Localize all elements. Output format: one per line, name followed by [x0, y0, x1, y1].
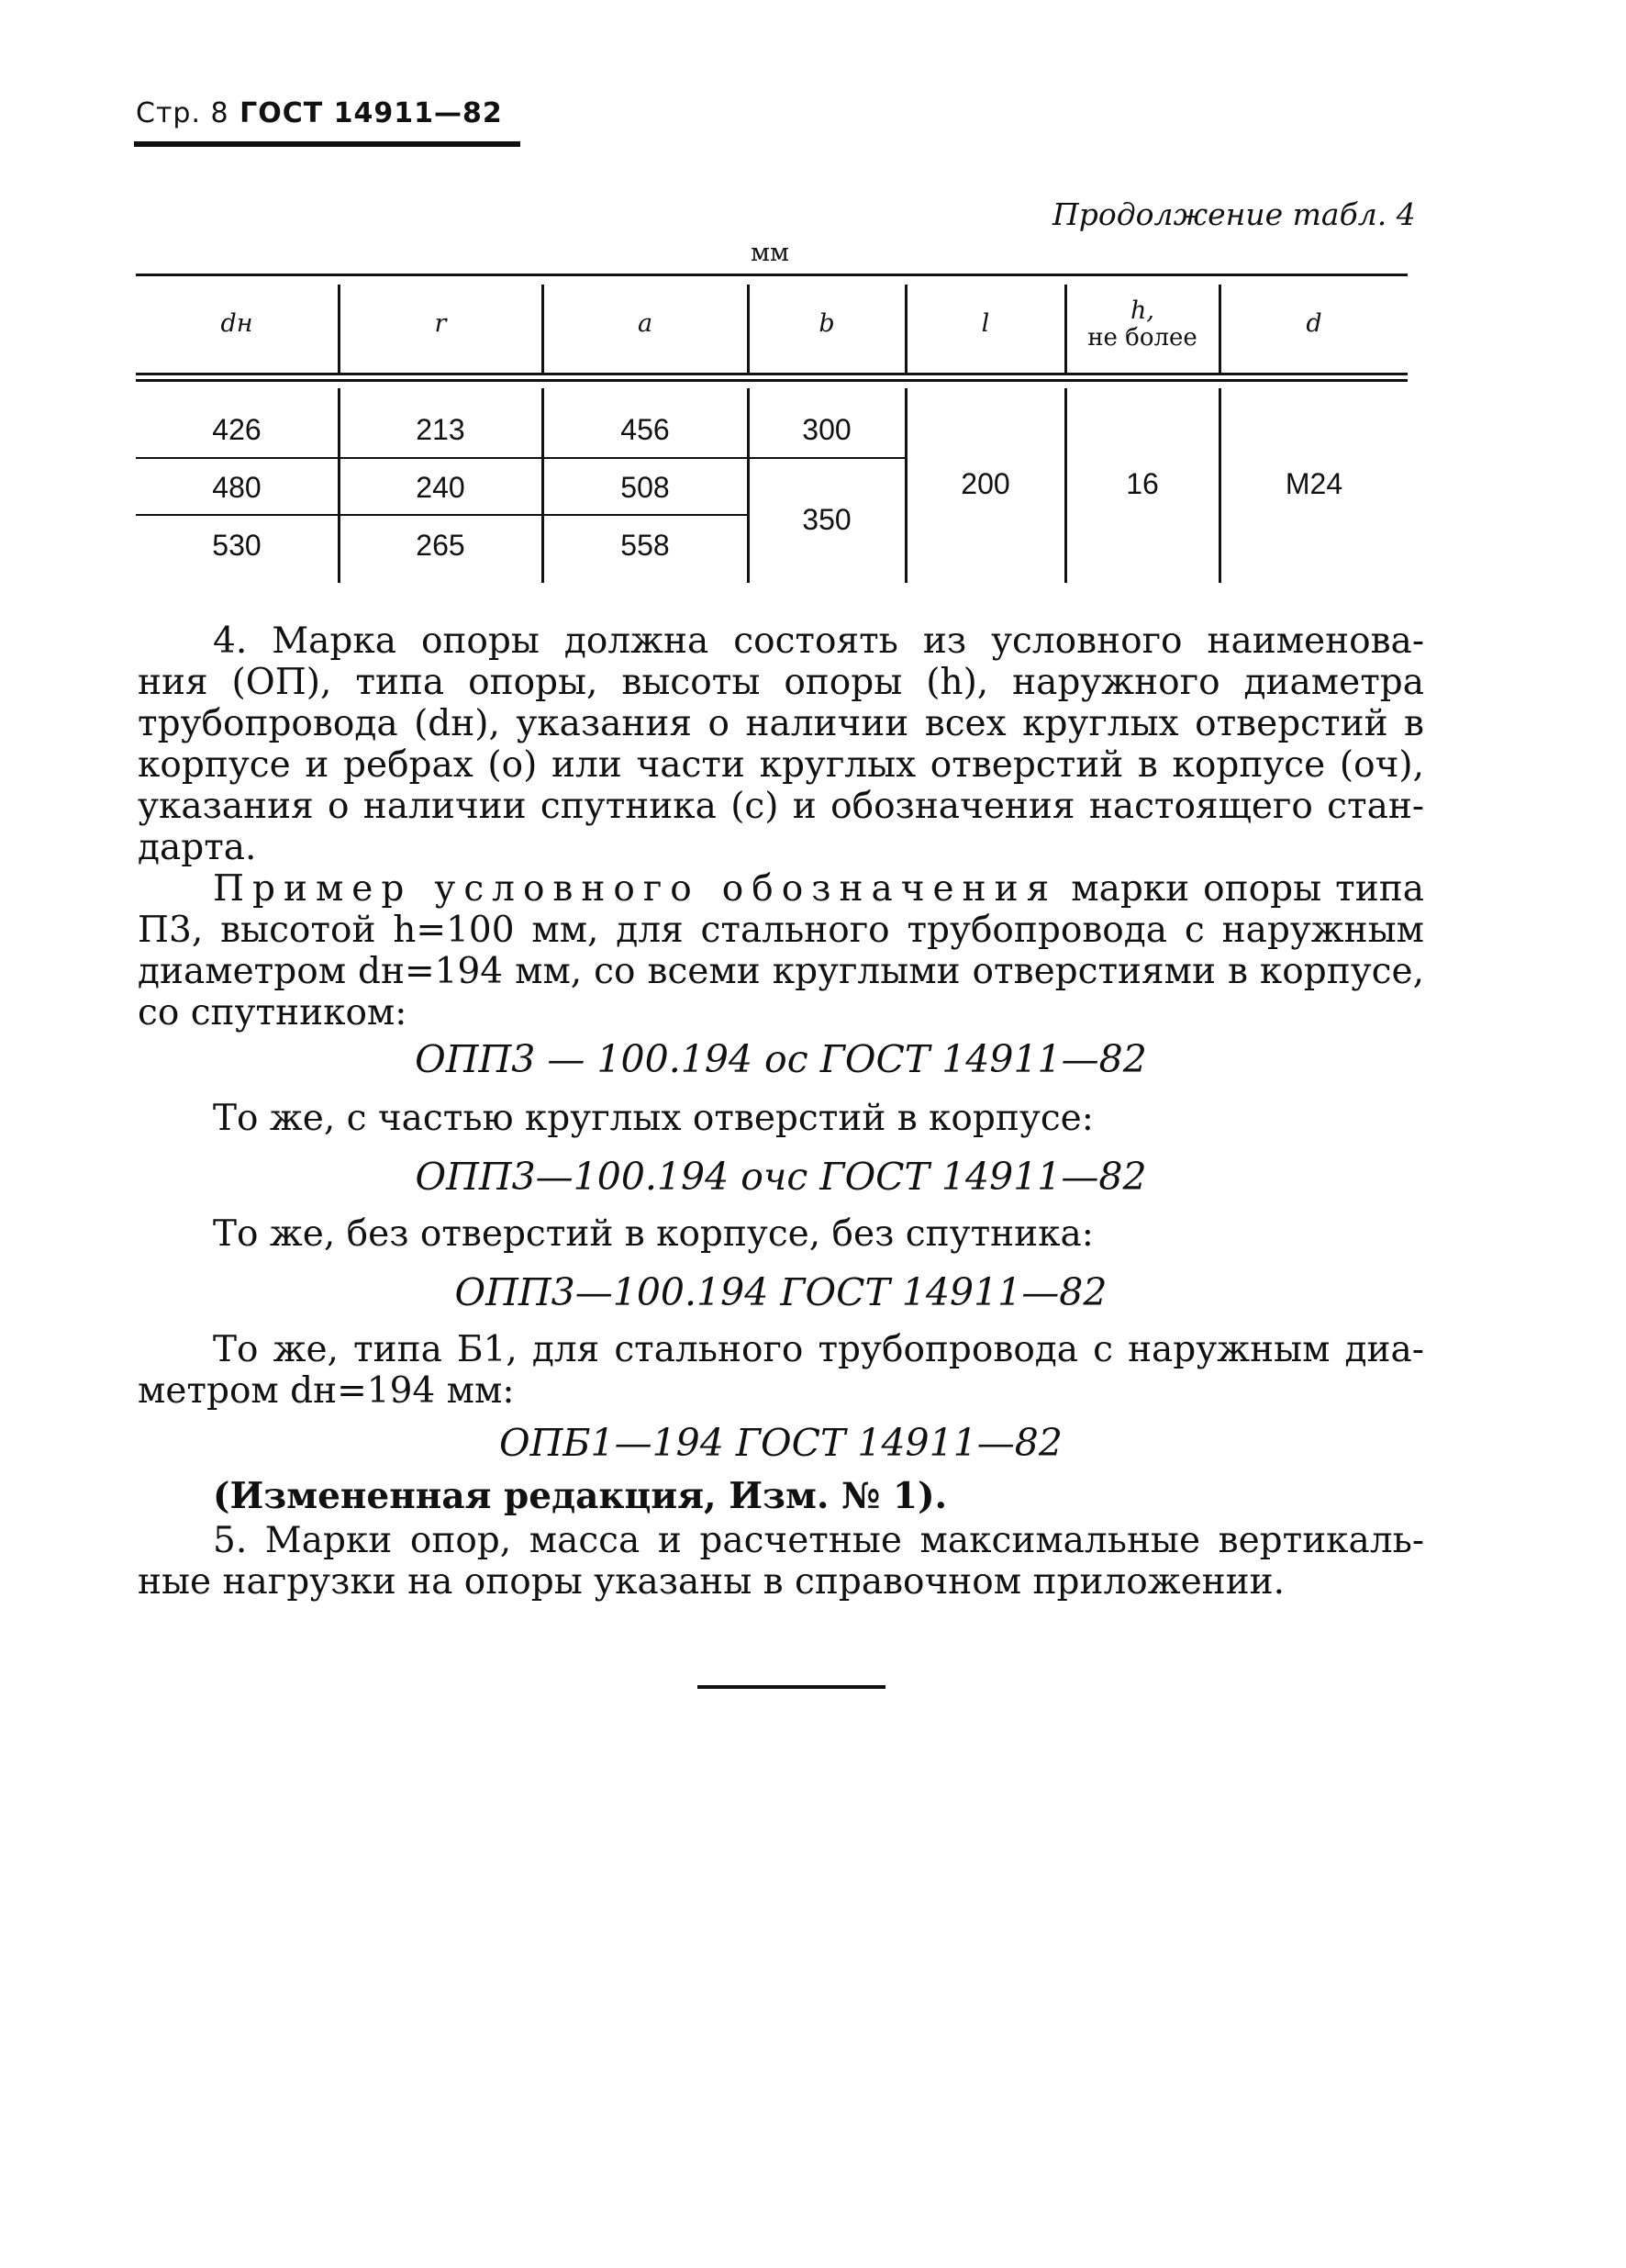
header-rule [134, 141, 520, 147]
header-h-symbol: h, [1130, 296, 1154, 325]
cell-r: 265 [416, 529, 465, 562]
cell-r: 213 [416, 413, 465, 446]
row-separator [136, 514, 749, 516]
header-h-note: не более [1087, 323, 1197, 352]
table-unit: мм [751, 239, 790, 267]
table-continuation: Продолжение табл. 4 [1052, 196, 1416, 232]
paragraph-4 [138, 620, 1424, 868]
cell-a: 508 [620, 471, 670, 504]
cell-h: 16 [1126, 467, 1159, 500]
designation-code-1: ОПП3 — 100.194 ос ГОСТ 14911—82 [415, 1037, 1147, 1081]
cell-dn: 426 [212, 413, 262, 446]
text-line: ные нагрузки на опоры указаны в справочном приложении. [138, 1561, 1286, 1603]
page-number: Стр. 8 [136, 97, 229, 129]
header-l: l [981, 309, 990, 339]
text-line: 4. Марка опоры должна состоять из условного наименова- [213, 620, 1424, 662]
cell-a: 456 [620, 413, 670, 446]
example-text-4 [138, 1329, 1424, 1412]
cell-d: М24 [1285, 467, 1343, 500]
example-lead-rest: марки опоры типа [1071, 868, 1424, 910]
table-top-rule [136, 274, 1408, 276]
text-line [138, 868, 1424, 910]
designation-code-3: ОПП3—100.194 ГОСТ 14911—82 [454, 1270, 1108, 1314]
text-line: со спутником: [138, 992, 407, 1033]
designation-code-4: ОПБ1—194 ГОСТ 14911—82 [499, 1421, 1063, 1465]
header-rule-1 [136, 373, 1408, 375]
text-line: диаметром dн=194 мм, со всеми круглыми отверстиями в корпусе, [138, 951, 1424, 992]
revision-note: (Измененная редакция, Изм. № 1). [213, 1475, 948, 1517]
text-line: метром dн=194 мм: [138, 1370, 515, 1412]
example-text-3: То же, без отверстий в корпусе, без спутника: [213, 1213, 1094, 1255]
row-separator [136, 457, 749, 459]
end-rule [697, 1685, 885, 1689]
header-dn: dн [220, 309, 253, 339]
designation-code-2: ОПП3—100.194 очс ГОСТ 14911—82 [415, 1155, 1147, 1199]
header-rule-2 [136, 379, 1408, 382]
cell-a: 558 [620, 529, 670, 562]
page-header [136, 97, 503, 129]
header-b: b [819, 309, 835, 339]
header-r: r [434, 309, 447, 339]
paragraph-5 [138, 1520, 1424, 1603]
header-a: a [637, 309, 653, 339]
text-line: указания о наличии спутника (с) и обозначения настоящего стан- [138, 786, 1424, 827]
dimensions-table [136, 274, 1408, 586]
standard-id: ГОСТ 14911—82 [239, 97, 503, 129]
cell-b: 300 [802, 413, 852, 446]
text-line: 5. Марки опор, масса и расчетные максимальные вертикаль- [213, 1520, 1424, 1561]
text-line: трубопровода (dн), указания о наличии всех круглых отверстий в [138, 703, 1424, 744]
example-text-2: То же, с частью круглых отверстий в корпусе: [213, 1098, 1094, 1139]
text-line: дарта. [138, 827, 257, 868]
text-line: То же, типа Б1, для стального трубопровода с наружным диа- [213, 1329, 1424, 1370]
header-d: d [1306, 309, 1322, 339]
cell-r: 240 [416, 471, 465, 504]
text-line: ния (ОП), типа опоры, высоты опоры (h), наружного диаметра [138, 662, 1424, 703]
example-lead: Пример условного обозначения [213, 868, 1058, 910]
cell-dn: 530 [212, 529, 262, 562]
text-line: П3, высотой h=100 мм, для стального трубопровода с наружным [138, 910, 1424, 951]
text-line: корпусе и ребрах (о) или части круглых отверстий в корпусе (оч), [138, 744, 1424, 786]
row-separator [749, 457, 905, 459]
example-paragraph [138, 868, 1424, 1033]
header-h [1066, 278, 1219, 370]
cell-dn: 480 [212, 471, 262, 504]
cell-b: 350 [802, 503, 852, 536]
cell-l: 200 [961, 467, 1010, 500]
